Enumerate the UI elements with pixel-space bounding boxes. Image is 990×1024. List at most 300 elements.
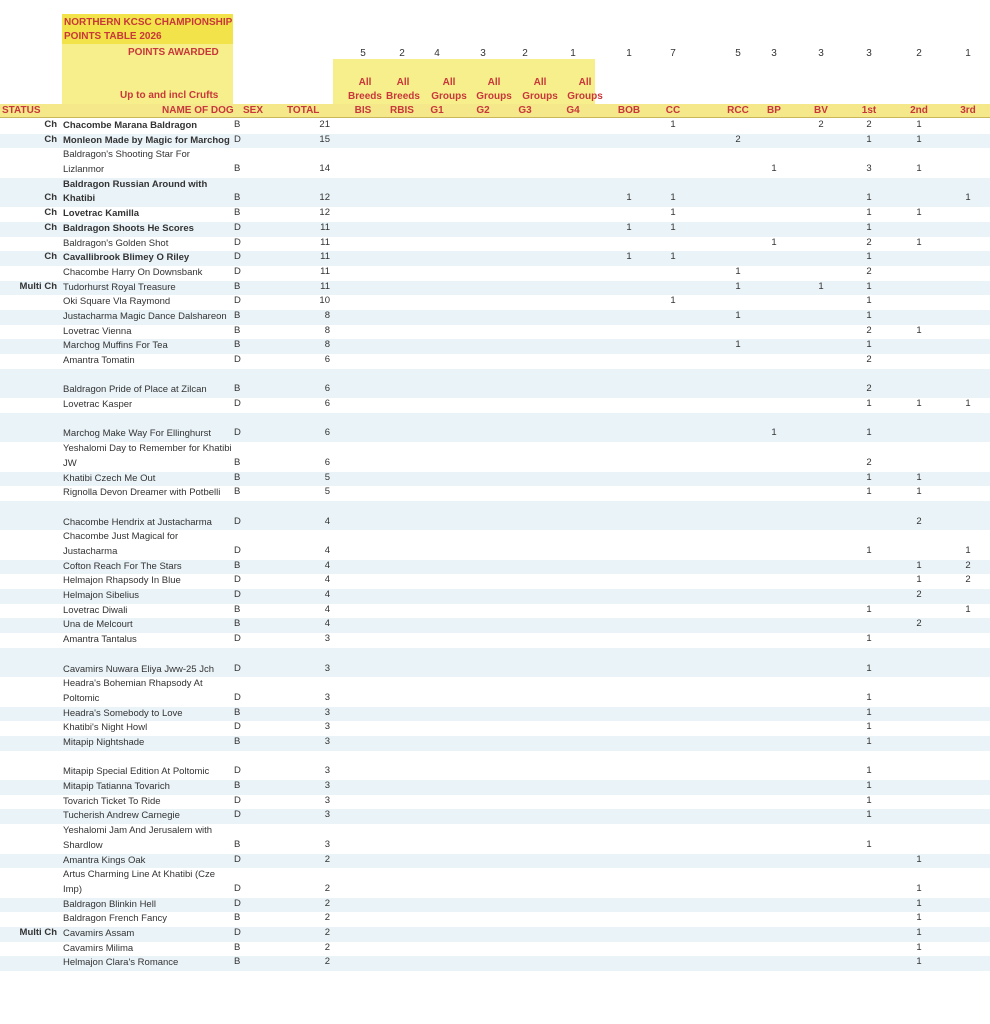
points-cell-1st: 3	[866, 163, 872, 175]
dog-name-cell: Baldragon Blinkin Hell	[63, 898, 156, 910]
points-cell-1st: 2	[866, 119, 872, 130]
group-label-top: All	[396, 77, 410, 88]
total-cell: 5	[324, 486, 330, 498]
points-cell-cc: 1	[670, 221, 676, 233]
total-cell: 15	[319, 133, 330, 145]
dog-name-cell: Lovetrac Kamilla	[63, 208, 140, 220]
points-cell-1st: 1	[866, 721, 872, 733]
sex-cell: D	[234, 662, 241, 674]
group-label-top: All	[578, 77, 592, 88]
status-cell: Ch	[44, 207, 57, 219]
header-bis: BIS	[354, 105, 372, 116]
points-cell-bp: 1	[771, 236, 777, 248]
table-row	[0, 295, 990, 310]
sex-cell: B	[234, 383, 241, 395]
sex-cell: B	[234, 780, 241, 792]
total-cell: 2	[324, 956, 330, 968]
group-label-bottom: Breeds	[348, 91, 382, 102]
points-cell-rcc: 1	[735, 309, 741, 321]
group-label-top: All	[358, 77, 372, 88]
table-row	[0, 369, 990, 398]
points-cell-1st: 1	[866, 295, 872, 307]
points-cell-bv: 1	[818, 280, 824, 292]
status-cell: Ch	[44, 221, 57, 233]
total-cell: 11	[320, 236, 330, 248]
points-cell-bob: 1	[626, 192, 632, 204]
header-g1: G1	[430, 105, 444, 116]
dog-name-cell: Khatibi Czech Me Out	[63, 472, 156, 484]
table-row	[0, 751, 990, 780]
table-row	[0, 222, 990, 237]
table-row	[0, 398, 990, 413]
header-rcc: RCC	[727, 105, 749, 116]
table-row	[0, 824, 990, 853]
points-cell-1st: 2	[866, 265, 872, 277]
total-cell: 4	[324, 515, 330, 527]
points-cell-1st: 2	[866, 324, 872, 336]
total-cell: 4	[324, 589, 330, 601]
points-cell-1st: 1	[866, 736, 872, 748]
total-cell: 3	[324, 736, 330, 748]
points-cell-2nd: 1	[916, 897, 922, 909]
sex-cell: D	[234, 589, 241, 601]
points-cell-2nd: 1	[916, 486, 922, 498]
dog-name-cell: Baldragon's Shooting Star For Lizlanmor	[63, 149, 190, 176]
table-row	[0, 413, 990, 442]
points-cell-bv: 2	[818, 119, 824, 130]
points-cell-rcc: 1	[735, 280, 741, 292]
sex-cell: B	[234, 207, 241, 219]
dog-name-cell: Cavallibrook Blimey O Riley	[63, 252, 190, 264]
table-row	[0, 354, 990, 369]
dog-name-cell: Lovetrac Vienna	[63, 325, 132, 337]
sex-cell: D	[234, 295, 241, 307]
points-cell-cc: 1	[670, 192, 676, 204]
table-row	[0, 501, 990, 530]
sex-cell: D	[234, 265, 241, 277]
total-cell: 6	[324, 383, 330, 395]
group-label-bottom: Groups	[567, 91, 603, 102]
total-cell: 10	[319, 295, 330, 307]
points-cell-2nd: 1	[916, 119, 922, 130]
dog-name-cell: Baldragon French Fancy	[63, 913, 168, 925]
points-cell-1st: 1	[866, 309, 872, 321]
points-cell-1st: 1	[866, 838, 872, 850]
header-status: STATUS	[2, 105, 41, 116]
table-row	[0, 178, 990, 207]
sex-cell: D	[234, 515, 241, 527]
points-value-bp: 3	[771, 48, 777, 59]
table-row	[0, 721, 990, 736]
sex-cell: B	[234, 456, 241, 468]
points-value-rbis: 2	[399, 48, 405, 59]
points-cell-3rd: 1	[965, 192, 971, 204]
sex-cell: D	[234, 633, 241, 645]
table-row	[0, 339, 990, 354]
group-label-top: All	[442, 77, 456, 88]
dog-name-cell: Lovetrac Diwali	[63, 604, 128, 616]
table-row	[0, 618, 990, 633]
total-cell: 2	[324, 941, 330, 953]
table-row	[0, 148, 990, 177]
total-cell: 5	[324, 471, 330, 483]
points-cell-3rd: 1	[965, 603, 971, 615]
header-name: NAME OF DOG	[162, 105, 234, 116]
table-row	[0, 574, 990, 589]
header-g2: G2	[476, 105, 490, 116]
sex-cell: D	[234, 545, 241, 557]
group-label-bottom: Groups	[476, 91, 512, 102]
points-cell-1st: 2	[866, 354, 872, 366]
total-cell: 2	[324, 882, 330, 894]
dog-name-cell: Mitapip Nightshade	[63, 737, 145, 749]
table-row	[0, 310, 990, 325]
header-cc: CC	[665, 105, 681, 116]
dog-name-cell: Amantra Tomatin	[63, 355, 135, 367]
total-cell: 4	[324, 618, 330, 630]
points-cell-1st: 1	[866, 251, 872, 263]
header-rbis: RBIS	[390, 105, 414, 116]
dog-name-cell: Marchog Make Way For Ellinghurst	[63, 428, 212, 440]
points-cell-2nd: 1	[916, 927, 922, 938]
table-row	[0, 237, 990, 252]
sex-cell: D	[234, 853, 241, 865]
points-value-rcc: 5	[735, 48, 741, 59]
header-g4: G4	[566, 105, 580, 116]
points-cell-1st: 1	[866, 221, 872, 233]
points-cell-1st: 1	[866, 133, 872, 145]
total-cell: 11	[320, 251, 330, 263]
points-cell-2nd: 1	[916, 912, 922, 924]
points-cell-2nd: 1	[916, 324, 922, 336]
points-cell-1st: 1	[866, 603, 872, 615]
group-label-bottom: Groups	[431, 91, 467, 102]
sex-cell: B	[234, 956, 241, 968]
sex-cell: D	[234, 691, 241, 703]
points-cell-2nd: 2	[916, 589, 922, 601]
dog-name-cell: Yeshalomi Jam And Jerusalem with Shardlow	[63, 825, 213, 851]
points-value-bv: 3	[818, 48, 824, 59]
points-cell-1st: 1	[866, 398, 872, 410]
points-cell-1st: 1	[866, 192, 872, 204]
total-cell: 4	[324, 603, 330, 615]
total-cell: 6	[324, 354, 330, 366]
points-cell-2nd: 1	[916, 207, 922, 219]
header-bob: BOB	[617, 105, 641, 116]
table-header-row	[0, 104, 990, 118]
points-cell-bp: 1	[771, 163, 777, 175]
sex-cell: D	[234, 794, 241, 806]
table-row	[0, 207, 990, 222]
total-cell: 3	[324, 706, 330, 718]
sex-cell: D	[234, 927, 241, 938]
dog-name-cell: Chacombe Hendrix at Justacharma	[63, 516, 212, 528]
status-cell: Multi Ch	[19, 927, 57, 938]
dog-name-cell: Helmajon Rhapsody In Blue	[63, 575, 181, 587]
points-value-g4: 1	[570, 48, 576, 59]
dog-name-cell: Baldragon's Golden Shot	[63, 237, 169, 249]
total-cell: 4	[324, 545, 330, 557]
table-row	[0, 942, 990, 957]
status-cell: Ch	[44, 251, 57, 263]
total-cell: 3	[324, 780, 330, 792]
total-cell: 6	[324, 427, 330, 439]
total-cell: 11	[320, 280, 330, 292]
table-row	[0, 589, 990, 604]
total-cell: 11	[320, 265, 330, 277]
sex-cell: D	[234, 354, 241, 366]
points-value-g1: 4	[434, 48, 440, 59]
table-row	[0, 251, 990, 266]
dog-name-cell: Marchog Muffins For Tea	[63, 340, 168, 352]
total-cell: 3	[324, 662, 330, 674]
sex-cell: B	[234, 618, 241, 630]
total-cell: 12	[319, 192, 330, 204]
total-cell: 3	[324, 721, 330, 733]
points-cell-2nd: 1	[916, 163, 922, 175]
total-cell: 4	[324, 574, 330, 586]
total-cell: 3	[324, 765, 330, 777]
sex-cell: D	[234, 574, 241, 586]
table-row	[0, 956, 990, 971]
group-label-top: All	[533, 77, 547, 88]
sex-cell: D	[234, 721, 241, 733]
total-cell: 14	[319, 163, 330, 175]
sex-cell: D	[234, 236, 241, 248]
points-cell-cc: 1	[670, 207, 676, 219]
table-row	[0, 927, 990, 942]
points-cell-1st: 1	[866, 280, 872, 292]
total-cell: 3	[324, 809, 330, 821]
dog-name-cell: Baldragon Pride of Place at Zilcan	[63, 384, 207, 396]
points-cell-1st: 2	[866, 456, 872, 468]
table-row	[0, 912, 990, 927]
points-value-bob: 1	[626, 48, 632, 59]
dog-name-cell: Mitapip Special Edition At Poltomic	[63, 766, 210, 778]
dog-name-cell: Chacombe Harry On Downsbank	[63, 266, 203, 278]
sex-cell: B	[234, 941, 241, 953]
points-cell-2nd: 2	[916, 515, 922, 527]
points-cell-2nd: 1	[916, 882, 922, 894]
table-row	[0, 266, 990, 281]
status-cell: Ch	[44, 133, 57, 145]
points-value-1st: 3	[866, 48, 872, 59]
total-cell: 6	[324, 456, 330, 468]
table-row	[0, 281, 990, 296]
total-cell: 21	[319, 119, 330, 130]
points-cell-1st: 1	[866, 339, 872, 351]
dog-name-cell: Justacharma Magic Dance Dalshareon	[63, 310, 227, 322]
points-table-body	[0, 119, 990, 971]
points-cell-1st: 1	[866, 706, 872, 718]
points-cell-2nd: 1	[916, 574, 922, 586]
points-cell-rcc: 1	[735, 339, 741, 351]
status-cell: Ch	[44, 119, 57, 130]
sex-cell: D	[234, 809, 241, 821]
sex-cell: D	[234, 133, 241, 145]
sex-cell: B	[234, 119, 241, 130]
table-title-line2: POINTS TABLE 2026	[64, 31, 162, 42]
dog-name-cell: Cavamirs Nuwara Eliya Jww-25 Jch	[63, 663, 214, 675]
group-label-bottom: Groups	[522, 91, 558, 102]
dog-name-cell: Oki Square Vla Raymond	[63, 296, 171, 308]
points-cell-cc: 1	[670, 119, 676, 130]
sex-cell: D	[234, 398, 241, 410]
dog-name-cell: Chacombe Just Magical for Justacharma	[63, 531, 179, 558]
points-value-bis: 5	[360, 48, 366, 59]
table-row	[0, 795, 990, 810]
dog-name-cell: Headra's Bohemian Rhapsody At Poltomic	[63, 678, 203, 704]
table-row	[0, 868, 990, 897]
total-cell: 11	[320, 221, 330, 233]
dog-name-cell: Cavamirs Assam	[63, 928, 135, 939]
points-cell-2nd: 1	[916, 236, 922, 248]
status-cell: Ch	[44, 192, 57, 204]
table-row	[0, 442, 990, 471]
points-cell-bp: 1	[771, 427, 777, 439]
sex-cell: B	[234, 838, 241, 850]
dog-name-cell: Helmajon Sibelius	[63, 590, 140, 602]
points-cell-2nd: 1	[916, 398, 922, 410]
dog-name-cell: Helmajon Clara's Romance	[63, 957, 179, 969]
sex-cell: B	[234, 280, 241, 292]
table-row	[0, 119, 990, 134]
sex-cell: D	[234, 427, 241, 439]
table-row	[0, 134, 990, 149]
table-row	[0, 648, 990, 677]
table-row	[0, 809, 990, 824]
table-row	[0, 530, 990, 559]
points-cell-2nd: 2	[916, 618, 922, 630]
header-total: TOTAL	[287, 105, 320, 116]
points-cell-1st: 1	[866, 691, 872, 703]
sex-cell: B	[234, 912, 241, 924]
table-row	[0, 707, 990, 722]
sex-cell: B	[234, 339, 241, 351]
dog-name-cell: Tovarich Ticket To Ride	[63, 795, 161, 807]
dog-name-cell: Khatibi's Night Howl	[63, 722, 148, 734]
dog-name-cell: Artus Charming Line At Khatibi (Cze Imp)	[63, 869, 216, 895]
points-cell-rcc: 2	[735, 133, 741, 145]
dog-name-cell: Amantra Kings Oak	[63, 854, 146, 866]
header-sex: SEX	[243, 105, 264, 116]
sex-cell: B	[234, 192, 241, 204]
points-value-3rd: 1	[965, 48, 971, 59]
sex-cell: D	[234, 251, 241, 263]
table-row	[0, 560, 990, 575]
total-cell: 6	[324, 398, 330, 410]
dog-name-cell: Monleon Made by Magic for Marchog	[63, 134, 230, 146]
points-cell-3rd: 2	[965, 559, 971, 571]
sex-cell: B	[234, 471, 241, 483]
points-cell-bob: 1	[626, 221, 632, 233]
points-cell-rcc: 1	[735, 265, 741, 277]
points-value-cc: 7	[670, 48, 676, 59]
points-cell-2nd: 1	[916, 471, 922, 483]
points-cell-3rd: 1	[965, 398, 971, 410]
total-cell: 2	[324, 912, 330, 924]
dog-name-cell: Chacombe Marana Baldragon	[63, 120, 198, 131]
points-cell-3rd: 2	[965, 574, 971, 586]
sex-cell: B	[234, 163, 241, 175]
total-cell: 3	[324, 633, 330, 645]
total-cell: 8	[324, 324, 330, 336]
header-bp: BP	[767, 105, 781, 116]
group-label-top: All	[487, 77, 501, 88]
points-cell-1st: 1	[866, 780, 872, 792]
dog-name-cell: Tudorhurst Royal Treasure	[63, 281, 176, 293]
sex-cell: B	[234, 309, 241, 321]
points-value-g3: 2	[522, 48, 528, 59]
points-cell-1st: 1	[866, 765, 872, 777]
table-row	[0, 780, 990, 795]
sex-cell: D	[234, 897, 241, 909]
points-cell-cc: 1	[670, 251, 676, 263]
total-cell: 3	[324, 691, 330, 703]
table-row	[0, 604, 990, 619]
dog-name-cell: Cofton Reach For The Stars	[63, 560, 182, 572]
table-title-line1: NORTHERN KCSC CHAMPIONSHIP	[64, 17, 233, 28]
dog-name-cell: Headra's Somebody to Love	[63, 707, 183, 719]
header-bv: BV	[814, 105, 828, 116]
total-cell: 4	[324, 559, 330, 571]
table-row	[0, 677, 990, 706]
points-cell-bob: 1	[626, 251, 632, 263]
points-cell-1st: 1	[866, 427, 872, 439]
table-row	[0, 898, 990, 913]
table-row	[0, 854, 990, 869]
dog-name-cell: Cavamirs Milima	[63, 942, 134, 954]
table-row	[0, 736, 990, 751]
header-3rd: 3rd	[960, 105, 976, 116]
points-cell-1st: 1	[866, 486, 872, 498]
dog-name-cell: Tucherish Andrew Carnegie	[63, 810, 180, 822]
dog-name-cell: Rignolla Devon Dreamer with Potbelli	[63, 487, 221, 499]
points-value-2nd: 2	[916, 48, 922, 59]
dog-name-cell: Baldragon Shoots He Scores	[63, 222, 194, 234]
sex-cell: B	[234, 559, 241, 571]
points-cell-1st: 1	[866, 809, 872, 821]
table-row	[0, 486, 990, 501]
points-cell-cc: 1	[670, 295, 676, 307]
points-cell-2nd: 1	[916, 956, 922, 968]
points-cell-1st: 1	[866, 662, 872, 674]
table-row	[0, 472, 990, 487]
sex-cell: B	[234, 706, 241, 718]
dog-name-cell: Mitapip Tatianna Tovarich	[63, 781, 170, 793]
points-cell-1st: 1	[866, 794, 872, 806]
status-cell: Multi Ch	[19, 280, 57, 292]
header-2nd: 2nd	[910, 105, 928, 116]
points-cell-1st: 1	[866, 207, 872, 219]
total-cell: 2	[324, 927, 330, 938]
points-cell-1st: 2	[866, 236, 872, 248]
points-cell-2nd: 1	[916, 559, 922, 571]
total-cell: 3	[324, 838, 330, 850]
header-1st: 1st	[861, 105, 877, 116]
points-cell-2nd: 1	[916, 941, 922, 953]
dog-name-cell: Baldragon Russian Around with Khatibi	[63, 178, 208, 205]
sex-cell: B	[234, 486, 241, 498]
sex-cell: B	[234, 603, 241, 615]
sex-cell: B	[234, 736, 241, 748]
group-label-bottom: Breeds	[386, 91, 420, 102]
subtitle-label: Up to and incl Crufts	[120, 90, 219, 101]
header-g3: G3	[518, 105, 532, 116]
points-value-g2: 3	[480, 48, 486, 59]
points-cell-1st: 2	[866, 383, 872, 395]
total-cell: 2	[324, 853, 330, 865]
